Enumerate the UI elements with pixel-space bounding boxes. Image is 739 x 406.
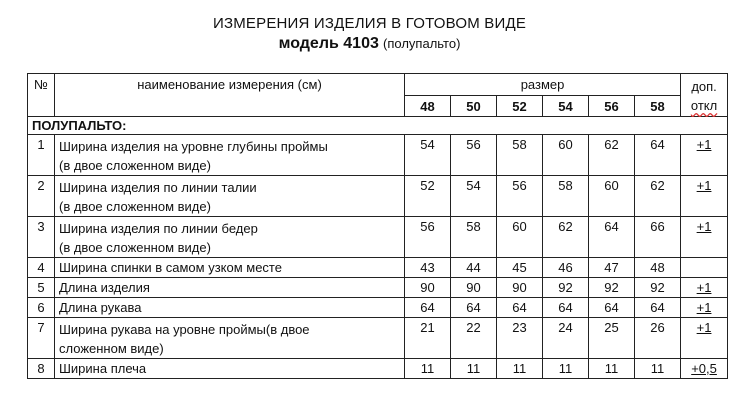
size-value-cell: 62 xyxy=(635,176,681,217)
size-value-cell: 90 xyxy=(451,278,497,298)
tolerance-cell xyxy=(681,217,728,258)
size-value-cell: 52 xyxy=(405,176,451,217)
size-value-cell: 56 xyxy=(405,217,451,258)
measurements-table xyxy=(27,73,728,379)
measurement-name-line2: (в двое сложенном виде) xyxy=(59,158,211,173)
size-value-cell: 11 xyxy=(543,359,589,379)
measurement-name-line1: Ширина изделия на уровне глубины проймы xyxy=(59,139,328,154)
row-number: 7 xyxy=(28,318,55,359)
size-value-cell: 92 xyxy=(543,278,589,298)
measurement-name-line2: (в двое сложенном виде) xyxy=(59,199,211,214)
measurement-name xyxy=(55,278,405,298)
tolerance-cell xyxy=(681,258,728,278)
tolerance-value: +1 xyxy=(696,280,712,295)
tolerance-cell xyxy=(681,359,728,379)
tolerance-value: +1 xyxy=(696,300,712,315)
size-value-cell: 90 xyxy=(405,278,451,298)
size-value-cell: 25 xyxy=(589,318,635,359)
size-header-cell: 48 xyxy=(405,96,451,117)
column-header-number: № xyxy=(28,74,55,117)
size-value-cell: 11 xyxy=(405,359,451,379)
size-value-cell: 58 xyxy=(451,217,497,258)
size-value-cell: 24 xyxy=(543,318,589,359)
size-value-cell: 11 xyxy=(451,359,497,379)
size-value-cell: 11 xyxy=(635,359,681,379)
tolerance-header-line2: откл xyxy=(690,98,718,113)
model-note: (полупальто) xyxy=(383,36,461,51)
size-value-cell: 11 xyxy=(497,359,543,379)
size-value-cell: 26 xyxy=(635,318,681,359)
column-header-name: наименование измерения (см) xyxy=(55,74,405,117)
size-value-cell: 60 xyxy=(589,176,635,217)
measurement-name xyxy=(55,135,405,176)
table-row xyxy=(28,217,728,258)
table-row xyxy=(28,359,728,379)
size-value-cell: 64 xyxy=(405,298,451,318)
size-value-cell: 64 xyxy=(451,298,497,318)
size-value-cell: 64 xyxy=(543,298,589,318)
measurement-name-line1: Ширина рукава на уровне проймы(в двое xyxy=(59,322,310,337)
size-value-cell: 56 xyxy=(451,135,497,176)
size-value-cell: 64 xyxy=(589,217,635,258)
size-value-cell: 64 xyxy=(635,298,681,318)
measurement-name-line1: Длина рукава xyxy=(59,300,142,315)
size-header-cell: 54 xyxy=(543,96,589,117)
size-value-cell: 56 xyxy=(497,176,543,217)
size-value-cell: 54 xyxy=(405,135,451,176)
measurement-name-line1: Ширина изделия по линии талии xyxy=(59,180,257,195)
size-value-cell: 92 xyxy=(589,278,635,298)
size-value-cell: 66 xyxy=(635,217,681,258)
document-subtitle xyxy=(0,35,739,53)
tolerance-value: +1 xyxy=(696,219,712,234)
size-value-cell: 62 xyxy=(543,217,589,258)
tolerance-value: +1 xyxy=(696,137,712,152)
tolerance-cell xyxy=(681,176,728,217)
size-value-cell: 58 xyxy=(497,135,543,176)
size-value-cell: 43 xyxy=(405,258,451,278)
measurement-name xyxy=(55,298,405,318)
size-value-cell: 64 xyxy=(497,298,543,318)
measurement-name-line1: Ширина спинки в самом узком месте xyxy=(59,260,282,275)
document-title: ИЗМЕРЕНИЯ ИЗДЕЛИЯ В ГОТОВОМ ВИДЕ xyxy=(212,15,527,32)
row-number: 4 xyxy=(28,258,55,278)
tolerance-value: +1 xyxy=(696,178,712,193)
table-row xyxy=(28,278,728,298)
header-row xyxy=(28,74,728,96)
size-header-cell: 52 xyxy=(497,96,543,117)
table-row xyxy=(28,298,728,318)
size-value-cell: 58 xyxy=(543,176,589,217)
section-row xyxy=(28,117,728,135)
measurement-name-line1: Ширина изделия по линии бедер xyxy=(59,221,258,236)
table-row xyxy=(28,318,728,359)
size-header-cell: 50 xyxy=(451,96,497,117)
size-header-cell: 58 xyxy=(635,96,681,117)
size-header-cell: 56 xyxy=(589,96,635,117)
size-value-cell: 54 xyxy=(451,176,497,217)
measurement-name-line2: (в двое сложенном виде) xyxy=(59,240,211,255)
measurement-name xyxy=(55,258,405,278)
row-number: 2 xyxy=(28,176,55,217)
size-value-cell: 64 xyxy=(589,298,635,318)
tolerance-cell xyxy=(681,135,728,176)
size-value-cell: 21 xyxy=(405,318,451,359)
table-row xyxy=(28,135,728,176)
column-header-tolerance xyxy=(681,74,728,117)
measurement-name-line2: сложенном виде) xyxy=(59,341,164,356)
column-header-size: размер xyxy=(405,74,681,96)
tolerance-cell xyxy=(681,318,728,359)
tolerance-cell xyxy=(681,278,728,298)
table-row xyxy=(28,176,728,217)
tolerance-value: +1 xyxy=(696,320,712,335)
size-value-cell: 48 xyxy=(635,258,681,278)
tolerance-cell xyxy=(681,298,728,318)
measurement-name xyxy=(55,176,405,217)
size-value-cell: 60 xyxy=(497,217,543,258)
section-title: ПОЛУПАЛЬТО: xyxy=(28,117,728,135)
size-value-cell: 22 xyxy=(451,318,497,359)
size-value-cell: 23 xyxy=(497,318,543,359)
row-number: 5 xyxy=(28,278,55,298)
table-row xyxy=(28,258,728,278)
row-number: 6 xyxy=(28,298,55,318)
size-value-cell: 44 xyxy=(451,258,497,278)
row-number: 8 xyxy=(28,359,55,379)
size-value-cell: 47 xyxy=(589,258,635,278)
measurement-name-line1: Ширина плеча xyxy=(59,361,147,376)
row-number: 1 xyxy=(28,135,55,176)
size-value-cell: 46 xyxy=(543,258,589,278)
size-value-cell: 92 xyxy=(635,278,681,298)
size-value-cell: 45 xyxy=(497,258,543,278)
measurement-name xyxy=(55,318,405,359)
measurement-name-line1: Длина изделия xyxy=(59,280,150,295)
tolerance-value: +0,5 xyxy=(691,361,717,376)
size-value-cell: 60 xyxy=(543,135,589,176)
size-value-cell: 64 xyxy=(635,135,681,176)
row-number: 3 xyxy=(28,217,55,258)
size-value-cell: 11 xyxy=(589,359,635,379)
measurement-name xyxy=(55,217,405,258)
tolerance-header-line1: доп. xyxy=(691,79,717,94)
size-value-cell: 62 xyxy=(589,135,635,176)
size-value-cell: 90 xyxy=(497,278,543,298)
measurement-name xyxy=(55,359,405,379)
model-label: модель 4103 xyxy=(278,35,379,52)
